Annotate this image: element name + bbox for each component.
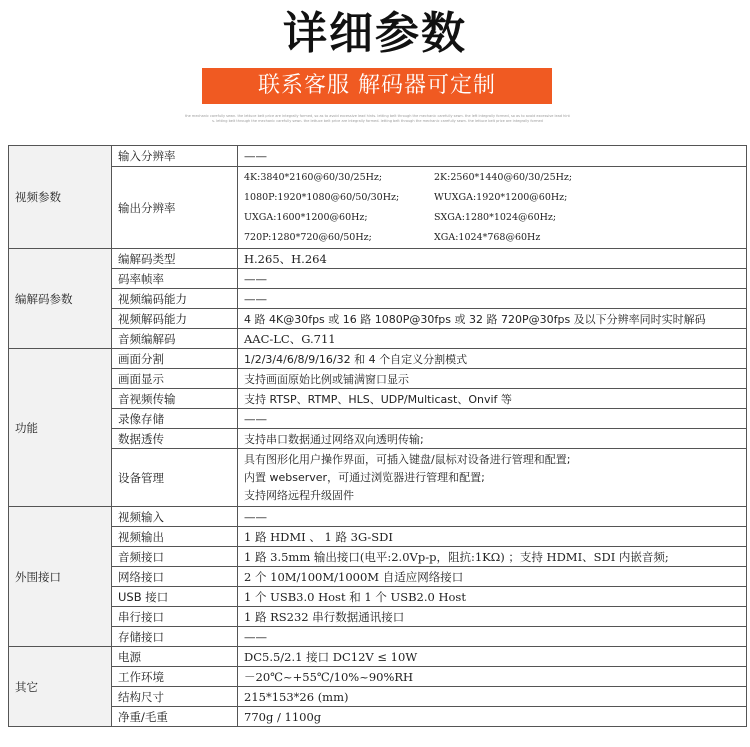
category-ports: 外围接口: [9, 507, 112, 647]
spec-table: [8, 145, 747, 727]
decorative-fine-print: the mechanic carefully sewn. the lettuce belt price are integrally formed, so as to avoid excessive lead hints. letting belt through the mechanic carefully sewn. the left integrally formed, so as to avoid excessive lead hints. letting belt through the mechanic carefully sewn. the lettuce belt price are integrally formed. letting belt through the mechanic carefully sewn. the lettuce belt price are integrally formed: [185, 114, 570, 123]
resolution-item: SXGA:1280*1024@60Hz;: [434, 211, 557, 223]
device-line: 支持网络远程升级固件: [244, 488, 354, 502]
row-value: 1 路 RS232 串行数据通讯接口: [238, 607, 747, 627]
row-label: 视频编码能力: [112, 289, 238, 309]
row-value: 2 个 10M/100M/1000M 自适应网络接口: [238, 567, 747, 587]
row-value: AAC-LC、G.711: [238, 329, 747, 349]
table-row: [9, 146, 747, 167]
table-row: [9, 667, 747, 687]
row-value: ——: [238, 507, 747, 527]
row-label: 码率帧率: [112, 269, 238, 289]
table-row: [9, 547, 747, 567]
customization-banner: 联系客服 解码器可定制: [202, 68, 552, 104]
row-value: 支持画面原始比例或铺满窗口显示: [238, 369, 747, 389]
row-value: DC5.5/2.1 接口 DC12V ≤ 10W: [238, 647, 747, 667]
row-value: 1 个 USB3.0 Host 和 1 个 USB2.0 Host: [238, 587, 747, 607]
row-label: 输出分辨率: [112, 167, 238, 249]
row-value: ——: [238, 409, 747, 429]
row-value: －20℃~+55℃/10%~90%RH: [238, 667, 747, 687]
category-video: 视频参数: [9, 146, 112, 249]
category-codec: 编解码参数: [9, 249, 112, 349]
device-management-value: [238, 449, 747, 507]
table-row: [9, 249, 747, 269]
resolution-item: 4K:3840*2160@60/30/25Hz;: [244, 171, 383, 183]
table-row: [9, 409, 747, 429]
table-row: [9, 389, 747, 409]
row-label: 音频接口: [112, 547, 238, 567]
table-row: [9, 707, 747, 727]
row-label: 画面显示: [112, 369, 238, 389]
resolution-item: XGA:1024*768@60Hz: [434, 231, 541, 243]
row-value: H.265、H.264: [238, 249, 747, 269]
table-row: [9, 269, 747, 289]
table-row: [9, 449, 747, 507]
row-label: 结构尺寸: [112, 687, 238, 707]
row-value: 1 路 HDMI 、 1 路 3G-SDI: [238, 527, 747, 547]
table-row: [9, 587, 747, 607]
category-other: 其它: [9, 647, 112, 727]
resolution-item: 2K:2560*1440@60/30/25Hz;: [434, 171, 573, 183]
row-value: ——: [238, 269, 747, 289]
output-resolution-list: [238, 167, 747, 249]
row-label: 工作环境: [112, 667, 238, 687]
row-value: 支持串口数据通过网络双向透明传输;: [238, 429, 747, 449]
device-line: 具有图形化用户操作界面，可插入键盘/鼠标对设备进行管理和配置;: [244, 452, 571, 466]
row-label: 输入分辨率: [112, 146, 238, 167]
row-value: 215*153*26 (mm): [238, 687, 747, 707]
resolution-item: WUXGA:1920*1200@60Hz;: [434, 191, 568, 203]
row-label: 网络接口: [112, 567, 238, 587]
row-label: 存储接口: [112, 627, 238, 647]
row-label: 设备管理: [112, 449, 238, 507]
table-row: [9, 349, 747, 369]
table-row: [9, 627, 747, 647]
row-value: 4 路 4K@30fps 或 16 路 1080P@30fps 或 32 路 720P@30fps 及以下分辨率同时实时解码: [238, 309, 747, 329]
row-value: 1 路 3.5mm 输出接口(电平:2.0Vp-p，阻抗:1KΩ) ；支持 HDMI、SDI 内嵌音频;: [238, 547, 747, 567]
table-row: [9, 607, 747, 627]
row-label: 录像存储: [112, 409, 238, 429]
row-label: 编解码类型: [112, 249, 238, 269]
device-line: 内置 webserver，可通过浏览器进行管理和配置;: [244, 470, 485, 484]
row-label: 串行接口: [112, 607, 238, 627]
table-row: [9, 687, 747, 707]
row-label: 视频解码能力: [112, 309, 238, 329]
table-row: [9, 527, 747, 547]
row-value: 770g / 1100g: [238, 707, 747, 727]
row-value: ——: [238, 146, 747, 167]
row-label: 视频输出: [112, 527, 238, 547]
row-label: 画面分割: [112, 349, 238, 369]
row-value: ——: [238, 289, 747, 309]
category-function: 功能: [9, 349, 112, 507]
row-label: 净重/毛重: [112, 707, 238, 727]
table-row: [9, 329, 747, 349]
table-row: [9, 647, 747, 667]
resolution-item: 1080P:1920*1080@60/50/30Hz;: [244, 191, 400, 203]
row-label: 音频编解码: [112, 329, 238, 349]
table-row: [9, 369, 747, 389]
table-row: [9, 289, 747, 309]
table-row: [9, 507, 747, 527]
row-label: 视频输入: [112, 507, 238, 527]
row-value: ——: [238, 627, 747, 647]
row-label: USB 接口: [112, 587, 238, 607]
table-row: [9, 567, 747, 587]
table-row: [9, 429, 747, 449]
row-label: 音视频传输: [112, 389, 238, 409]
table-row: [9, 167, 747, 249]
resolution-item: UXGA:1600*1200@60Hz;: [244, 211, 368, 223]
row-label: 电源: [112, 647, 238, 667]
row-value: 1/2/3/4/6/8/9/16/32 和 4 个自定义分割模式: [238, 349, 747, 369]
table-row: [9, 309, 747, 329]
row-label: 数据透传: [112, 429, 238, 449]
row-value: 支持 RTSP、RTMP、HLS、UDP/Multicast、Onvif 等: [238, 389, 747, 409]
page-title: 详细参数: [283, 8, 467, 59]
resolution-item: 720P:1280*720@60/50Hz;: [244, 231, 372, 243]
